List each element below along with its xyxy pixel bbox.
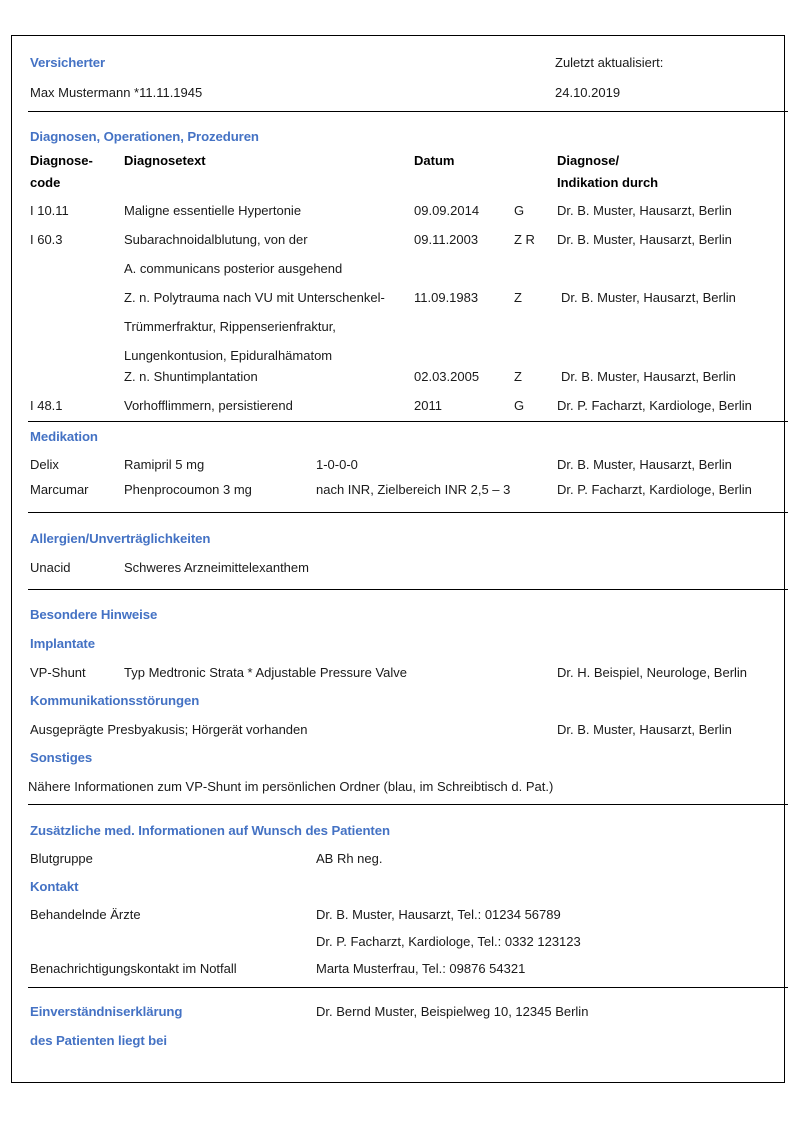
- col-header-diagnosis-by-line2: Indikation durch: [557, 175, 659, 190]
- col-header-diagnosis-text: Diagnosetext: [124, 153, 206, 168]
- diagnosis-text: Lungenkontusion, Epiduralhämatom: [124, 348, 333, 363]
- diagnosis-by: Dr. P. Facharzt, Kardiologe, Berlin: [557, 398, 752, 413]
- other-notes-description: Nähere Informationen zum VP-Shunt im persönlichen Ordner (blau, im Schreibtisch d. Pat.): [28, 779, 554, 794]
- medication-by: Dr. P. Facharzt, Kardiologe, Berlin: [557, 482, 752, 497]
- medication-substance: Ramipril 5 mg: [124, 457, 205, 472]
- medication-substance: Phenprocoumon 3 mg: [124, 482, 252, 497]
- consent-section: [21, 977, 776, 1057]
- diagnosis-text: Vorhofflimmern, persistierend: [124, 398, 293, 413]
- last-updated-label: Zuletzt aktualisiert:: [555, 55, 664, 70]
- diagnosis-code: I 48.1: [30, 398, 63, 413]
- implant-by: Dr. H. Beispiel, Neurologe, Berlin: [557, 665, 748, 680]
- emergency-data-record: [11, 35, 785, 1083]
- consent-heading-line2: des Patienten liegt bei: [30, 1033, 167, 1048]
- communication-disorders-heading: Kommunikationsstörungen: [30, 693, 200, 708]
- consent-value: Dr. Bernd Muster, Beispielweg 10, 12345 Berlin: [316, 1004, 589, 1019]
- diagnoses-section: [21, 114, 776, 411]
- diagnosis-date: 09.09.2014: [414, 203, 480, 218]
- diagnoses-heading: Diagnosen, Operationen, Prozeduren: [30, 129, 259, 144]
- medication-heading: Medikation: [30, 429, 98, 444]
- diagnosis-text: Subarachnoidalblutung, von der: [124, 232, 308, 247]
- diagnosis-by: Dr. B. Muster, Hausarzt, Berlin: [561, 290, 736, 305]
- additional-info-section: [21, 772, 776, 977]
- additional-info-heading: Zusätzliche med. Informationen auf Wunsch des Patienten: [30, 823, 390, 838]
- diagnosis-flags: G: [514, 398, 525, 413]
- diagnosis-date: 09.11.2003: [414, 232, 479, 247]
- insured-heading: Versicherter: [30, 55, 106, 70]
- allergies-heading: Allergien/Unverträglichkeiten: [30, 531, 211, 546]
- blood-group-label: Blutgruppe: [30, 851, 93, 866]
- implant-description: Typ Medtronic Strata * Adjustable Pressure Valve: [124, 665, 408, 680]
- last-updated-date: 24.10.2019: [555, 85, 621, 100]
- medication-section: [21, 411, 776, 513]
- emergency-contact-label: Benachrichtigungskontakt im Notfall: [30, 961, 237, 976]
- diagnosis-date: 02.03.2005: [414, 369, 480, 384]
- implants-heading: Implantate: [30, 636, 95, 651]
- insured-section: [21, 36, 776, 114]
- consent-heading-line1: Einverständniserklärung: [30, 1004, 183, 1019]
- diagnosis-by: Dr. B. Muster, Hausarzt, Berlin: [557, 203, 732, 218]
- diagnosis-by: Dr. B. Muster, Hausarzt, Berlin: [557, 232, 732, 247]
- special-notes-section: [21, 590, 776, 794]
- diagnosis-text: Z. n. Polytrauma nach VU mit Unterschenkel-: [124, 290, 385, 305]
- diagnosis-flags: Z: [514, 290, 522, 305]
- diagnosis-flags: Z R: [514, 232, 535, 247]
- treating-doctor-value: Dr. P. Facharzt, Kardiologe, Tel.: 0332 123123: [316, 934, 581, 949]
- allergy-reaction: Schweres Arzneimittelexanthem: [124, 560, 309, 575]
- diagnosis-code: I 60.3: [30, 232, 63, 247]
- special-notes-heading: Besondere Hinweise: [30, 607, 158, 622]
- emergency-contact-value: Marta Musterfrau, Tel.: 09876 54321: [316, 961, 526, 976]
- medication-dose: nach INR, Zielbereich INR 2,5 – 3: [316, 482, 511, 497]
- allergies-section: [21, 513, 776, 590]
- col-header-diagnosis-by-line1: Diagnose/: [557, 153, 620, 168]
- diagnosis-date: 11.09.1983: [414, 290, 479, 305]
- other-notes-heading: Sonstiges: [30, 750, 93, 765]
- diagnosis-text: Trümmerfraktur, Rippenserienfraktur,: [124, 319, 336, 334]
- diagnosis-text: A. communicans posterior ausgehend: [124, 261, 343, 276]
- col-header-date: Datum: [414, 153, 455, 168]
- diagnosis-text: Maligne essentielle Hypertonie: [124, 203, 302, 218]
- diagnosis-flags: Z: [514, 369, 522, 384]
- medication-dose: 1-0-0-0: [316, 457, 358, 472]
- divider-after-insured: [28, 111, 788, 112]
- insured-name: Max Mustermann *11.11.1945: [30, 85, 203, 100]
- col-header-diagnosis-code-line2: code: [30, 175, 61, 190]
- treating-doctor-value: Dr. B. Muster, Hausarzt, Tel.: 01234 56789: [316, 907, 561, 922]
- diagnosis-by: Dr. B. Muster, Hausarzt, Berlin: [561, 369, 736, 384]
- diagnosis-code: I 10.11: [30, 203, 69, 218]
- medication-name: Marcumar: [30, 482, 89, 497]
- col-header-diagnosis-code-line1: Diagnose-: [30, 153, 93, 168]
- allergy-name: Unacid: [30, 560, 71, 575]
- implant-name: VP-Shunt: [30, 665, 86, 680]
- blood-group-value: AB Rh neg.: [316, 851, 383, 866]
- communication-description: Ausgeprägte Presbyakusis; Hörgerät vorhanden: [30, 722, 308, 737]
- medication-name: Delix: [30, 457, 59, 472]
- diagnosis-flags: G: [514, 203, 525, 218]
- medication-by: Dr. B. Muster, Hausarzt, Berlin: [557, 457, 732, 472]
- treating-doctors-label: Behandelnde Ärzte: [30, 907, 141, 922]
- communication-by: Dr. B. Muster, Hausarzt, Berlin: [557, 722, 732, 737]
- contact-heading: Kontakt: [30, 879, 79, 894]
- diagnosis-date: 2011: [414, 398, 442, 413]
- diagnosis-text: Z. n. Shuntimplantation: [124, 369, 258, 384]
